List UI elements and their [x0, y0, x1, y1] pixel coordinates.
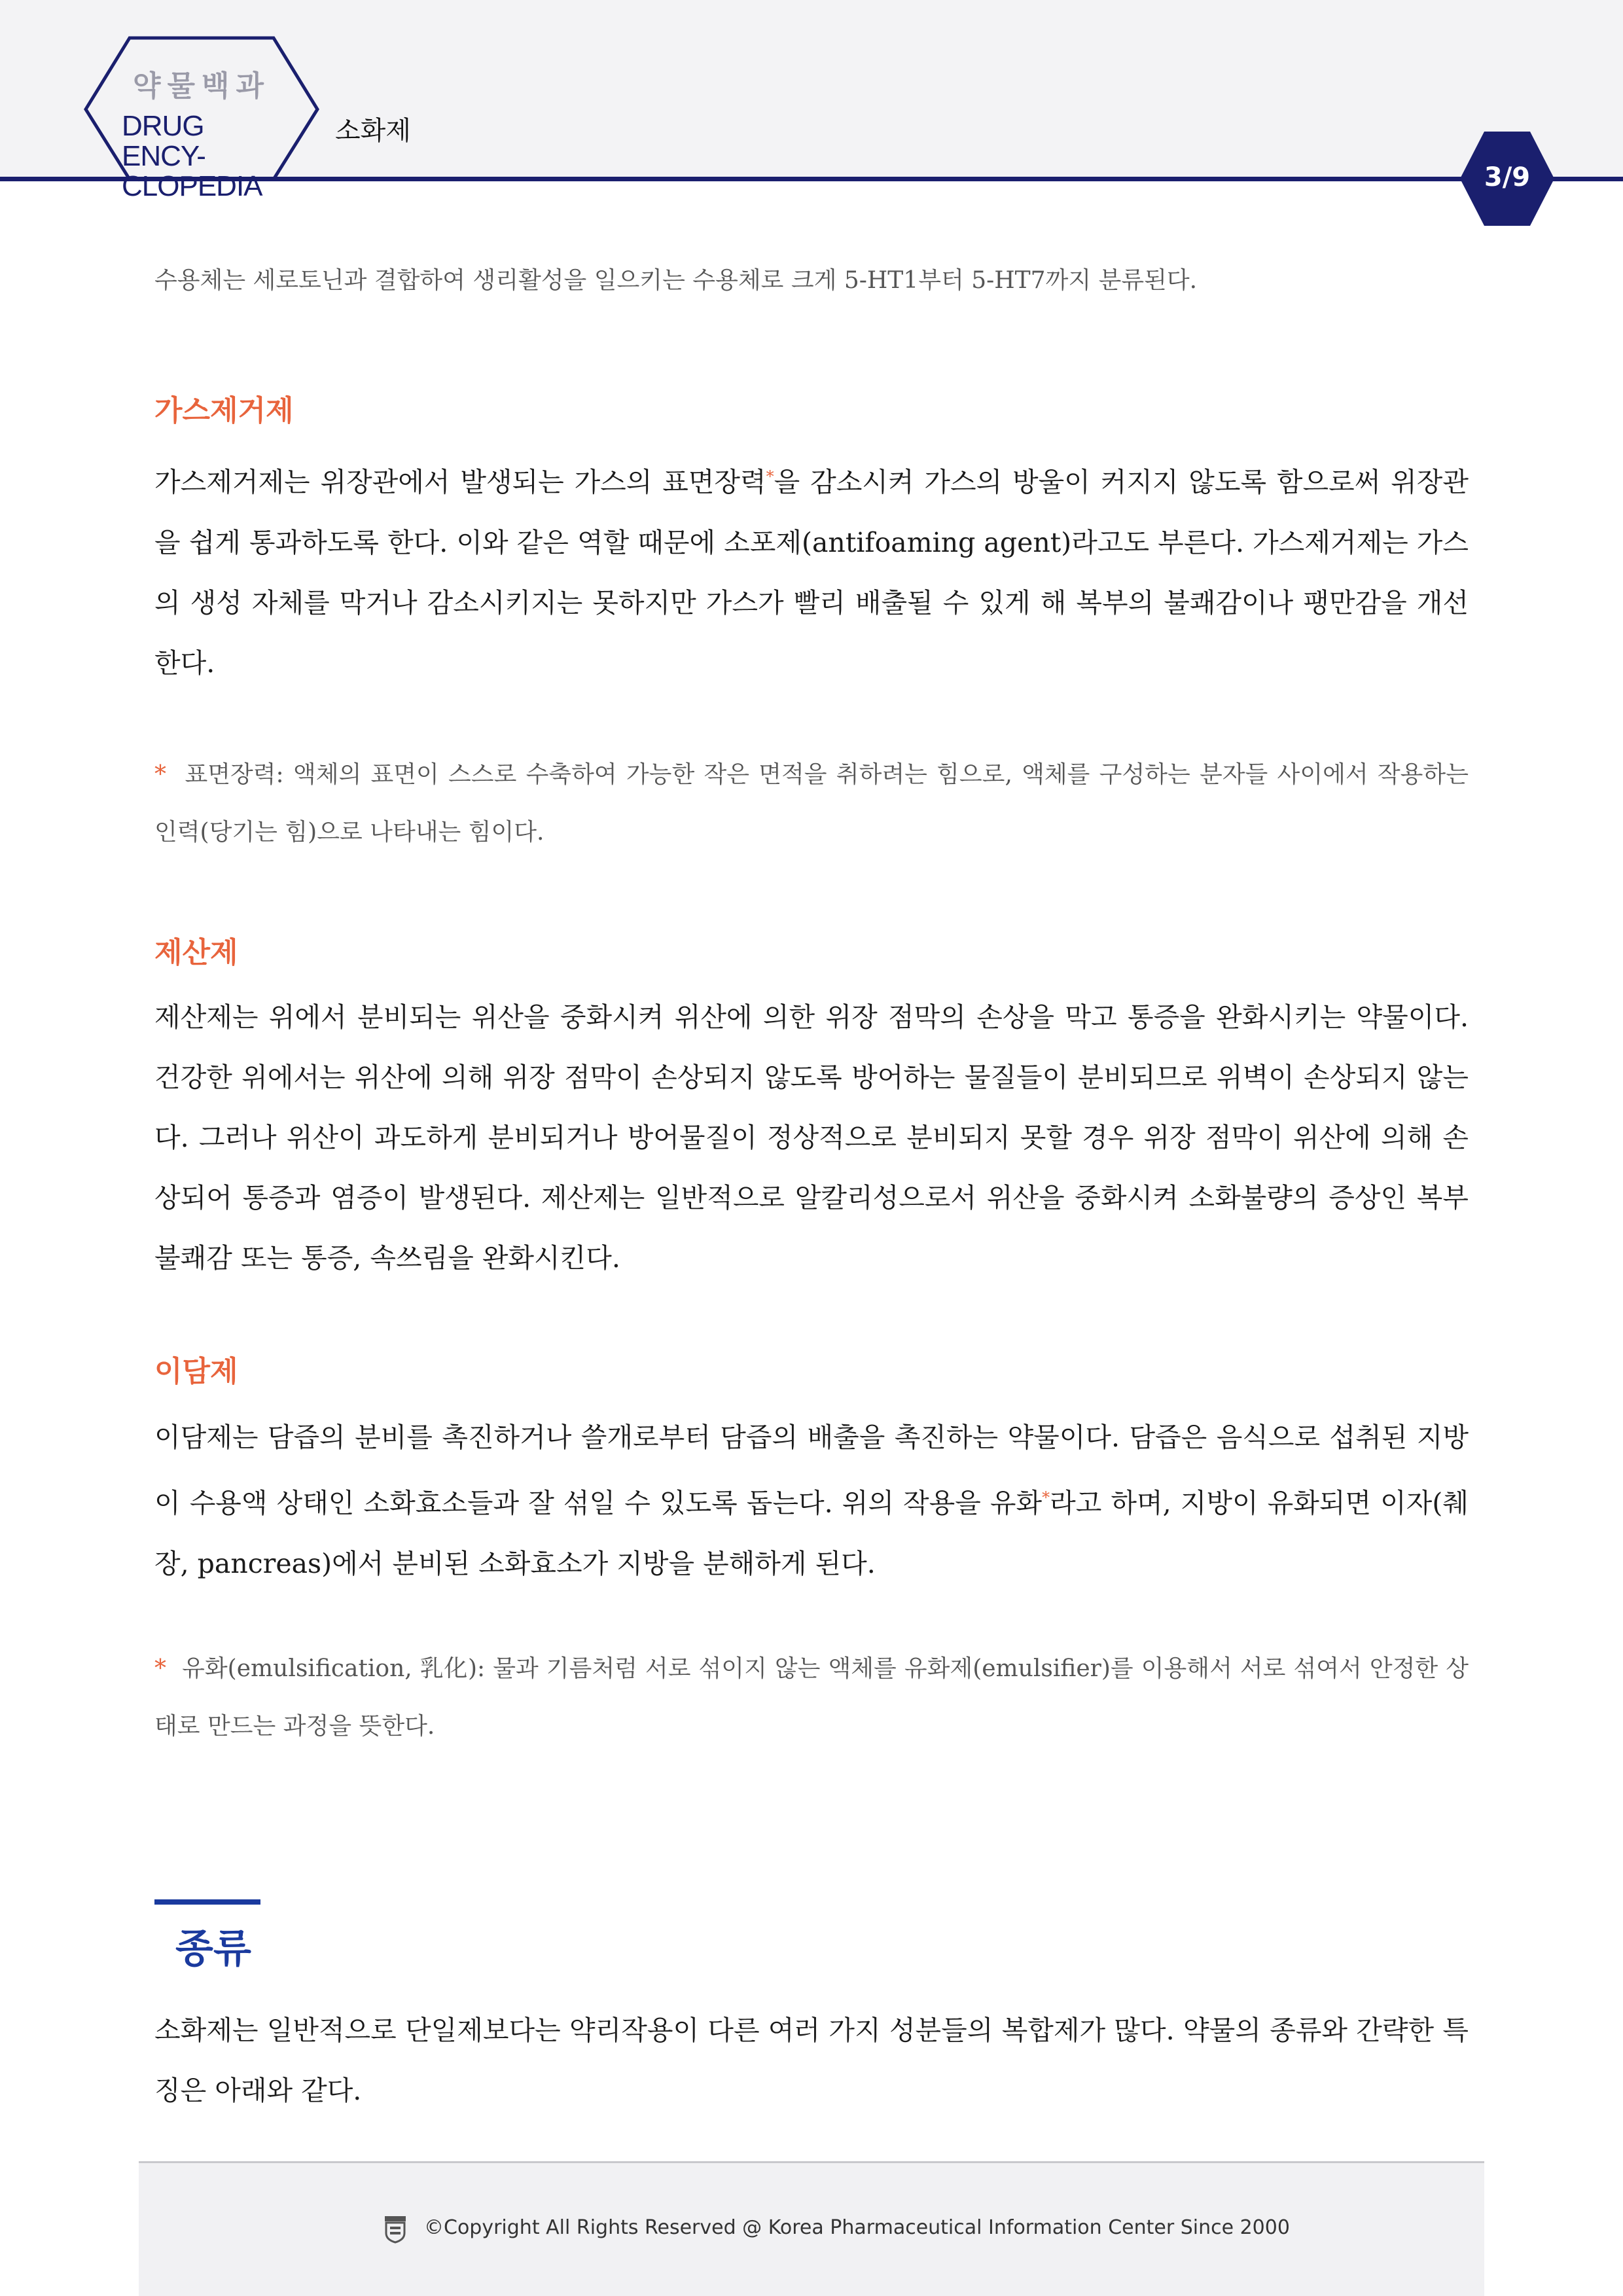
section-accent-bar — [154, 1899, 260, 1905]
choleretic-footnote-mark: * — [1042, 1488, 1050, 1507]
gas-footnote-mark: * — [766, 467, 774, 486]
gas-note-block — [154, 746, 1469, 861]
choleretic-body-part2: 라고 하며, 지방이 유화되면 이자(췌장, pancreas)에서 분비된 소화효소가 지방을 분해하게 된다. — [154, 1487, 1469, 1579]
logo-en-line2: CLOPEDIA — [122, 170, 262, 202]
choleretic-note-block — [154, 1640, 1469, 1755]
antacid-heading: 제산제 — [154, 936, 238, 969]
gas-section — [154, 391, 1469, 431]
types-body: 소화제는 일반적으로 단일제보다는 약리작용이 다른 여러 가지 성분들의 복합제가 많다. 약물의 종류와 간략한 특징은 아래와 같다. — [154, 2015, 1469, 2106]
gas-body-part1: 가스제거제는 위장관에서 발생되는 가스의 표면장력 — [154, 466, 766, 498]
logo — [84, 36, 319, 202]
antacid-section — [154, 933, 1469, 973]
antacid-body-block — [154, 987, 1469, 1288]
gas-body-block — [154, 446, 1469, 693]
gas-note-star: * — [154, 761, 166, 788]
choleretic-section — [154, 1352, 1469, 1391]
gas-note-text: 표면장력: 액체의 표면이 스스로 수축하여 가능한 작은 면적을 취하려는 힘으로, 액체를 구성하는 분자들 사이에서 작용하는 인력(당기는 힘)으로 나타내는 힘이다. — [154, 761, 1469, 846]
gas-body — [154, 446, 1469, 693]
choleretic-note-text: 유화(emulsification, 乳化): 물과 기름처럼 서로 섞이지 않는 액체를 유화제(emulsifier)를 이용해서 서로 섞여서 안정한 상태로 만드는 과정을 뜻한다. — [154, 1655, 1469, 1740]
logo-korean-text: 약물백과 — [132, 69, 270, 103]
choleretic-body — [154, 1407, 1469, 1594]
intro-text: 수용체는 세로토닌과 결합하여 생리활성을 일으키는 수용체로 크게 5-HT1부터 5-HT7까지 분류된다. — [154, 267, 1198, 294]
choleretic-heading: 이담제 — [154, 1355, 238, 1388]
copyright-text: ©Copyright All Rights Reserved @ Korea Pharmaceutical Information Center Since 2000 — [424, 2216, 1290, 2239]
shield-icon — [383, 2215, 407, 2244]
page-number: 3/9 — [1484, 162, 1531, 192]
logo-english-text — [122, 111, 292, 202]
logo-en-line1: DRUG ENCY- — [122, 110, 205, 172]
antacid-body: 제산제는 위에서 분비되는 위산을 중화시켜 위산에 의한 위장 점막의 손상을 막고 통증을 완화시키는 약물이다. 건강한 위에서는 위산에 의해 위장 점막이 손상되지 않도록 방어하는 물질들이 분비되므로 위벽이 손상되지 않는다. 그러나 위산이 과도하게 분비되거나 방어물질이 정상적으로 분비되지 못할 경우 위장 점막이 위산에 의해 손상되어 통증과 염증이 발생된다. 제산제는 일반적으로 알칼리성으로서 위산을 중화시켜 소화불량의 증상인 복부 불쾌감 또는 통증, 속쓰림을 완화시킨다. — [154, 1001, 1469, 1274]
document-title: 소화제 — [335, 116, 411, 146]
intro-block — [154, 251, 1469, 311]
gas-heading: 가스제거제 — [154, 394, 294, 427]
choleretic-body-part1: 이담제는 담즙의 분비를 촉진하거나 쓸개로부터 담즙의 배출을 촉진하는 약물이다. 담즙은 음식으로 섭취된 지방이 수용액 상태인 소화효소들과 잘 섞일 수 있도록 돕는다. 위의 작용을 유화 — [154, 1422, 1469, 1519]
gas-body-part2: 을 감소시켜 가스의 방울이 커지지 않도록 함으로써 위장관을 쉽게 통과하도록 한다. 이와 같은 역할 때문에 소포제(antifoaming agent)라고도 부른다. 가스제거제는 가스의 생성 자체를 막거나 감소시키지는 못하지만 가스가 빨리 배출될 수 있게 해 복부의 불쾌감이나 팽만감을 개선한다. — [154, 466, 1469, 679]
choleretic-body-block — [154, 1407, 1469, 1594]
choleretic-footnote — [154, 1640, 1469, 1755]
types-heading: 종류 — [175, 1926, 251, 1972]
choleretic-note-star: * — [154, 1655, 166, 1682]
types-body-block — [154, 2000, 1469, 2121]
gas-footnote — [154, 746, 1469, 861]
